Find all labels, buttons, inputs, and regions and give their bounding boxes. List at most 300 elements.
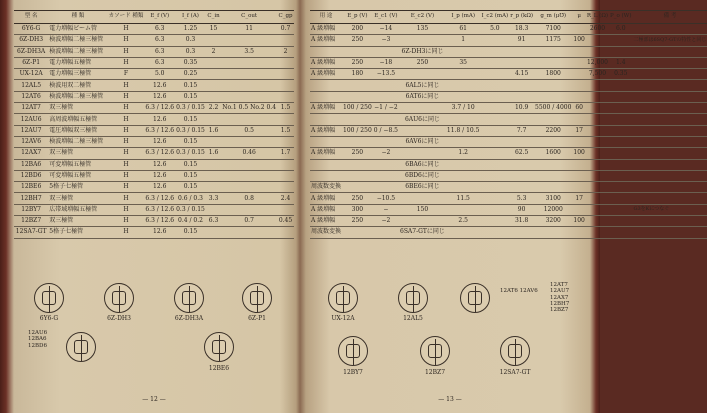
- right-table-cell: 91: [509, 35, 534, 46]
- right-table-cell: [373, 80, 399, 91]
- right-table-cell: 250: [342, 57, 373, 68]
- right-table-cell: [633, 57, 707, 68]
- right-table-cell: [480, 170, 509, 181]
- right-table-cell: [572, 204, 585, 215]
- left-table-cell: 検波増幅二極三極管: [48, 136, 107, 147]
- left-table-cell: H: [108, 114, 145, 125]
- left-table-cell: 12AU7: [14, 125, 48, 136]
- right-table-cell: [480, 91, 509, 102]
- right-table-cell: 17: [572, 193, 585, 204]
- right-table-row: [310, 216, 707, 227]
- tube-label: 12BA6: [28, 336, 47, 343]
- left-table-cell: 12.6: [144, 114, 175, 125]
- right-table-cell: [310, 114, 342, 125]
- left-table-row: [14, 57, 294, 68]
- left-table-cell: [221, 114, 277, 125]
- left-table-cell: [277, 80, 294, 91]
- left-table-cell: 0.15: [175, 136, 206, 147]
- left-table-cell: 0.15: [175, 159, 206, 170]
- right-table-cell: [609, 46, 632, 57]
- right-header-cell: E_c1 (V): [373, 11, 399, 24]
- right-table-cell: [633, 193, 707, 204]
- right-table-cell: [342, 159, 373, 170]
- left-table-row: [14, 204, 294, 215]
- left-table-cell: [277, 170, 294, 181]
- left-table-cell: 0.3: [175, 46, 206, 57]
- right-table-cell: A 級増幅: [310, 204, 342, 215]
- right-table-cell: [586, 114, 609, 125]
- tube-label: 12BZ7: [424, 369, 446, 376]
- right-table-cell: [509, 159, 534, 170]
- right-table-cell: [399, 35, 446, 46]
- left-table-cell: [206, 136, 221, 147]
- left-table-row: [14, 46, 294, 57]
- right-table-cell: [609, 35, 632, 46]
- right-table-cell: 12,000: [586, 57, 609, 68]
- right-table-cell: 6BE6に同じ: [399, 182, 446, 193]
- left-table-cell: 双三極管: [48, 103, 107, 114]
- right-header-row: [310, 11, 707, 24]
- right-table-cell: [480, 136, 509, 147]
- right-table-cell: [509, 114, 534, 125]
- right-table-cell: [399, 69, 446, 80]
- right-table-row: [310, 91, 707, 102]
- left-table-cell: 6.3: [144, 35, 175, 46]
- right-table-cell: [586, 46, 609, 57]
- right-table-cell: [480, 227, 509, 238]
- right-table-cell: [609, 136, 632, 147]
- left-table-cell: 11: [221, 24, 277, 35]
- right-table-cell: [342, 91, 373, 102]
- left-table-cell: 2: [277, 46, 294, 57]
- right-table-cell: 1.4: [609, 57, 632, 68]
- right-page: [310, 10, 707, 405]
- right-table-cell: [572, 69, 585, 80]
- left-table-cell: 5格子七極管: [48, 182, 107, 193]
- tube-base-diagram: [338, 336, 368, 366]
- right-table-cell: 1.2: [446, 148, 481, 159]
- right-table-cell: 90: [509, 204, 534, 215]
- right-table-cell: 周波数変換: [310, 182, 342, 193]
- right-table-cell: A 級増幅: [310, 125, 342, 136]
- tube-label: 12AT6 12AV6: [500, 288, 538, 294]
- right-table-cell: [633, 136, 707, 147]
- right-table-cell: G3をKにつなぐ: [633, 204, 707, 215]
- right-header-cell: r_p (kΩ): [509, 11, 534, 24]
- right-table-cell: [586, 182, 609, 193]
- left-table-cell: 0.15: [175, 182, 206, 193]
- right-table-row: [310, 136, 707, 147]
- left-table-cell: 6.3 / 12.6: [144, 193, 175, 204]
- right-table-cell: [586, 125, 609, 136]
- right-table-cell: [609, 170, 632, 181]
- right-table-cell: −2: [373, 148, 399, 159]
- left-table-row: [14, 125, 294, 136]
- right-table-cell: [373, 91, 399, 102]
- right-table-cell: 1800: [534, 69, 572, 80]
- left-table-cell: 検波用双二極管: [48, 80, 107, 91]
- left-table-cell: 12.6: [144, 170, 175, 181]
- left-table-cell: 双三極管: [48, 148, 107, 159]
- left-table-cell: 6.3 / 12.6: [144, 125, 175, 136]
- right-table-cell: [534, 159, 572, 170]
- page-number: — 12 —: [142, 396, 166, 403]
- right-table-cell: [480, 46, 509, 57]
- right-table-cell: [480, 80, 509, 91]
- right-table-cell: [609, 193, 632, 204]
- left-table-cell: 6.3 / 12.6: [144, 103, 175, 114]
- left-table-cell: [206, 204, 221, 215]
- right-table-cell: 6AU6に同じ: [399, 114, 446, 125]
- right-table-cell: 250: [342, 35, 373, 46]
- right-table-cell: 100 / 250: [342, 103, 373, 114]
- left-header-cell: C_out: [221, 11, 277, 24]
- left-table-cell: [221, 136, 277, 147]
- left-table-cell: [206, 69, 221, 80]
- tube-label: 12SA7-GT: [499, 369, 531, 376]
- right-table-row: [310, 193, 707, 204]
- right-table-cell: [586, 227, 609, 238]
- right-table-cell: [572, 24, 585, 35]
- right-table-cell: 135: [399, 24, 446, 35]
- right-table-cell: [480, 69, 509, 80]
- right-table-cell: 2.5: [446, 216, 481, 227]
- right-table-cell: [609, 125, 632, 136]
- left-table-cell: H: [108, 193, 145, 204]
- left-table-cell: 12SA7-GT: [14, 227, 48, 238]
- left-table-cell: 6.3: [144, 46, 175, 57]
- left-table-row: [14, 148, 294, 159]
- right-table-cell: [572, 227, 585, 238]
- left-table-cell: 2: [206, 46, 221, 57]
- right-table-cell: [373, 159, 399, 170]
- right-table-cell: [342, 46, 373, 57]
- left-table-cell: [277, 57, 294, 68]
- right-table-cell: [572, 182, 585, 193]
- left-table-cell: H: [108, 227, 145, 238]
- left-table-cell: [221, 35, 277, 46]
- left-table-cell: [277, 114, 294, 125]
- tube-base-diagram: [328, 283, 358, 313]
- left-table-row: [14, 170, 294, 181]
- left-table-body: [14, 24, 294, 239]
- left-table-cell: [206, 159, 221, 170]
- right-table-cell: [609, 148, 632, 159]
- right-table-row: [310, 103, 707, 114]
- right-table-row: [310, 35, 707, 46]
- left-table-cell: 6.3: [206, 216, 221, 227]
- left-table-cell: 0.25: [175, 69, 206, 80]
- right-table-cell: [633, 125, 707, 136]
- left-table-row: [14, 91, 294, 102]
- left-header-cell: 種 類: [48, 11, 107, 24]
- tube-base-diagram: [420, 336, 450, 366]
- right-table-cell: −1 / −2: [373, 103, 399, 114]
- left-table-cell: 12AL5: [14, 80, 48, 91]
- left-table-cell: 1.6: [206, 148, 221, 159]
- left-table-cell: 2.4: [277, 193, 294, 204]
- left-table-cell: 3.3: [206, 193, 221, 204]
- left-table-cell: H: [108, 148, 145, 159]
- right-table-cell: 100: [572, 148, 585, 159]
- left-table-cell: 5.0: [144, 69, 175, 80]
- right-table-cell: [633, 24, 707, 35]
- right-table-cell: A 級増幅: [310, 148, 342, 159]
- right-table-cell: [586, 136, 609, 147]
- right-table-cell: 250: [342, 193, 373, 204]
- right-table-row: [310, 57, 707, 68]
- left-table-row: [14, 136, 294, 147]
- right-table-cell: −10.5: [373, 193, 399, 204]
- right-table-cell: −14: [373, 24, 399, 35]
- right-table-row: [310, 159, 707, 170]
- left-table-cell: 電力増幅五極管: [48, 57, 107, 68]
- right-table-cell: [609, 182, 632, 193]
- left-table-cell: 12BA6: [14, 159, 48, 170]
- right-table-cell: [586, 80, 609, 91]
- left-table-cell: 0.46: [221, 148, 277, 159]
- left-table-cell: 6.3 / 12.6: [144, 148, 175, 159]
- right-table-cell: [310, 159, 342, 170]
- right-table-cell: [633, 216, 707, 227]
- left-table-cell: 6.3 / 12.6: [144, 216, 175, 227]
- right-spec-table: [310, 10, 707, 239]
- right-table-cell: [446, 114, 481, 125]
- left-table-cell: 12BY7: [14, 204, 48, 215]
- left-table-cell: 0.5: [221, 125, 277, 136]
- left-table-cell: H: [108, 216, 145, 227]
- right-table-cell: [480, 148, 509, 159]
- left-tube-diagrams: [14, 278, 294, 398]
- left-table-cell: H: [108, 170, 145, 181]
- right-table-cell: A 級増幅: [310, 24, 342, 35]
- right-table-cell: [609, 204, 632, 215]
- left-table-row: [14, 35, 294, 46]
- left-table-cell: 0.15: [175, 114, 206, 125]
- right-table-cell: [480, 114, 509, 125]
- left-header-cell: E_f (V): [144, 11, 175, 24]
- right-table-cell: [609, 91, 632, 102]
- right-table-cell: 6AL5に同じ: [399, 80, 446, 91]
- right-table-cell: A 級増幅: [310, 193, 342, 204]
- left-table-cell: [221, 159, 277, 170]
- right-table-cell: 7.7: [509, 125, 534, 136]
- right-header-cell: I_c2 (mA): [480, 11, 509, 24]
- tube-label: 12AT7 12AU7 12AX7 12BH7 12BZ7: [550, 282, 570, 314]
- right-table-cell: 11.5: [446, 193, 481, 204]
- tube-base-diagram: [398, 283, 428, 313]
- left-header-cell: カソード 種類: [108, 11, 145, 24]
- left-table-cell: 12AT7: [14, 103, 48, 114]
- left-table-cell: 0.15: [175, 227, 206, 238]
- tube-base-diagram: [460, 283, 490, 313]
- left-table-cell: 可変増幅五極管: [48, 159, 107, 170]
- left-table-cell: 0.3 / 0.15: [175, 148, 206, 159]
- left-table-cell: 12.6: [144, 136, 175, 147]
- right-table-cell: [399, 148, 446, 159]
- right-table-cell: [480, 125, 509, 136]
- right-table-cell: [572, 57, 585, 68]
- right-table-row: [310, 46, 707, 57]
- left-table-cell: [277, 227, 294, 238]
- right-table-row: [310, 182, 707, 193]
- left-table-cell: H: [108, 204, 145, 215]
- left-table-cell: H: [108, 182, 145, 193]
- left-table-cell: 12BE6: [14, 182, 48, 193]
- right-table-cell: [609, 216, 632, 227]
- right-table-cell: [480, 57, 509, 68]
- right-table-cell: [310, 170, 342, 181]
- right-table-cell: 6SA7-GTに同じ: [399, 227, 446, 238]
- right-table-row: [310, 80, 707, 91]
- left-table-cell: 双三極管: [48, 216, 107, 227]
- left-header-cell: C_gp: [277, 11, 294, 24]
- left-table-cell: No.1 0.5 No.2 0.4: [221, 103, 277, 114]
- right-table-cell: −3: [373, 35, 399, 46]
- left-table-cell: H: [108, 46, 145, 57]
- left-table-cell: [206, 80, 221, 91]
- left-table-cell: UX-12A: [14, 69, 48, 80]
- right-table-cell: [373, 182, 399, 193]
- left-table-cell: H: [108, 159, 145, 170]
- right-table-cell: [586, 103, 609, 114]
- left-table-cell: 12AT6: [14, 91, 48, 102]
- left-table-cell: [221, 182, 277, 193]
- right-table-cell: 18.3: [509, 24, 534, 35]
- left-table-cell: 双三極管: [48, 193, 107, 204]
- right-table-cell: [534, 170, 572, 181]
- right-header-cell: g_m (μ℧): [534, 11, 572, 24]
- left-table-cell: 6.3: [144, 57, 175, 68]
- tube-group-label: [28, 330, 47, 349]
- tube-base-diagram: [242, 283, 272, 313]
- left-spec-table: [14, 10, 294, 239]
- left-table-cell: [206, 91, 221, 102]
- left-table-cell: 6Z-P1: [14, 57, 48, 68]
- right-table-cell: [446, 204, 481, 215]
- right-table-cell: [633, 80, 707, 91]
- left-table-cell: [277, 136, 294, 147]
- right-table-row: [310, 125, 707, 136]
- left-table-cell: H: [108, 136, 145, 147]
- right-table-cell: [572, 170, 585, 181]
- right-table-cell: 2200: [534, 125, 572, 136]
- left-table-cell: 検波増幅二極三極管: [48, 91, 107, 102]
- right-table-cell: 60: [572, 103, 585, 114]
- right-table-cell: [586, 170, 609, 181]
- left-table-cell: 電圧増幅双三極管: [48, 125, 107, 136]
- right-table-cell: [586, 216, 609, 227]
- tube-label: 6Z-P1: [248, 315, 266, 322]
- right-table-cell: [633, 159, 707, 170]
- left-table-cell: 検波増幅二極三極管: [48, 46, 107, 57]
- right-table-row: [310, 170, 707, 181]
- right-table-cell: 7,500: [586, 69, 609, 80]
- left-table-row: [14, 159, 294, 170]
- left-table-cell: H: [108, 80, 145, 91]
- tube-label: 12AU6: [28, 330, 48, 336]
- right-table-cell: [633, 227, 707, 238]
- left-table-cell: 15: [206, 24, 221, 35]
- right-table-cell: 3.7 / 10: [446, 103, 481, 114]
- right-table-cell: [509, 46, 534, 57]
- right-header-cell: μ: [572, 11, 585, 24]
- left-table-cell: 6Z-DH3A: [14, 46, 48, 57]
- left-table-cell: 高周波増幅五極管: [48, 114, 107, 125]
- left-table-cell: 6.3 / 12.6: [144, 204, 175, 215]
- right-table-cell: 100: [572, 216, 585, 227]
- right-table-cell: 35: [446, 57, 481, 68]
- right-table-cell: [342, 227, 373, 238]
- left-header-cell: C_in: [206, 11, 221, 24]
- right-table-cell: [534, 91, 572, 102]
- right-table-cell: [509, 57, 534, 68]
- right-table-cell: [534, 182, 572, 193]
- right-table-cell: [572, 91, 585, 102]
- right-table-cell: [633, 114, 707, 125]
- right-table-cell: [609, 159, 632, 170]
- left-table-cell: 12BD6: [14, 170, 48, 181]
- left-table-row: [14, 69, 294, 80]
- right-table-cell: [586, 148, 609, 159]
- right-table-cell: [633, 91, 707, 102]
- left-table-cell: 0.3 / 0.15: [175, 103, 206, 114]
- left-table-cell: 検波増幅二極三極管: [48, 35, 107, 46]
- left-table-cell: H: [108, 57, 145, 68]
- right-table-cell: [310, 46, 342, 57]
- right-table-cell: [480, 193, 509, 204]
- right-table-cell: 17: [572, 125, 585, 136]
- left-table-row: [14, 103, 294, 114]
- left-table-cell: 0.8: [221, 193, 277, 204]
- right-table-row: [310, 69, 707, 80]
- right-table-cell: [586, 193, 609, 204]
- right-table-row: [310, 24, 707, 35]
- right-table-cell: A 級増幅: [310, 57, 342, 68]
- left-table-cell: 0.15: [175, 80, 206, 91]
- right-table-cell: −2: [373, 216, 399, 227]
- right-table-cell: A 級増幅: [310, 103, 342, 114]
- right-table-cell: 1600: [534, 148, 572, 159]
- left-table-cell: 0.45: [277, 216, 294, 227]
- right-header-cell: P_o (W): [609, 11, 632, 24]
- right-table-cell: [446, 182, 481, 193]
- left-table-cell: 0.3: [175, 35, 206, 46]
- right-table-cell: [446, 227, 481, 238]
- right-table-cell: [310, 136, 342, 147]
- right-table-cell: 10.9: [509, 103, 534, 114]
- right-table-cell: [509, 182, 534, 193]
- left-table-cell: 電力増幅三極管: [48, 69, 107, 80]
- right-table-cell: [534, 114, 572, 125]
- right-table-cell: [373, 227, 399, 238]
- right-table-cell: [509, 80, 534, 91]
- left-table-cell: 電力増幅ビーム管: [48, 24, 107, 35]
- right-table-cell: 2600: [586, 24, 609, 35]
- right-table-cell: [373, 170, 399, 181]
- left-table-row: [14, 24, 294, 35]
- left-table-cell: 0.35: [175, 57, 206, 68]
- right-table-cell: [633, 182, 707, 193]
- right-table-cell: [446, 136, 481, 147]
- right-table-cell: 6.0: [609, 24, 632, 35]
- left-table-row: [14, 114, 294, 125]
- left-table-row: [14, 216, 294, 227]
- right-table-cell: 3200: [534, 216, 572, 227]
- right-header-cell: E_p (V): [342, 11, 373, 24]
- right-table-cell: [480, 204, 509, 215]
- left-table-cell: 12.6: [144, 80, 175, 91]
